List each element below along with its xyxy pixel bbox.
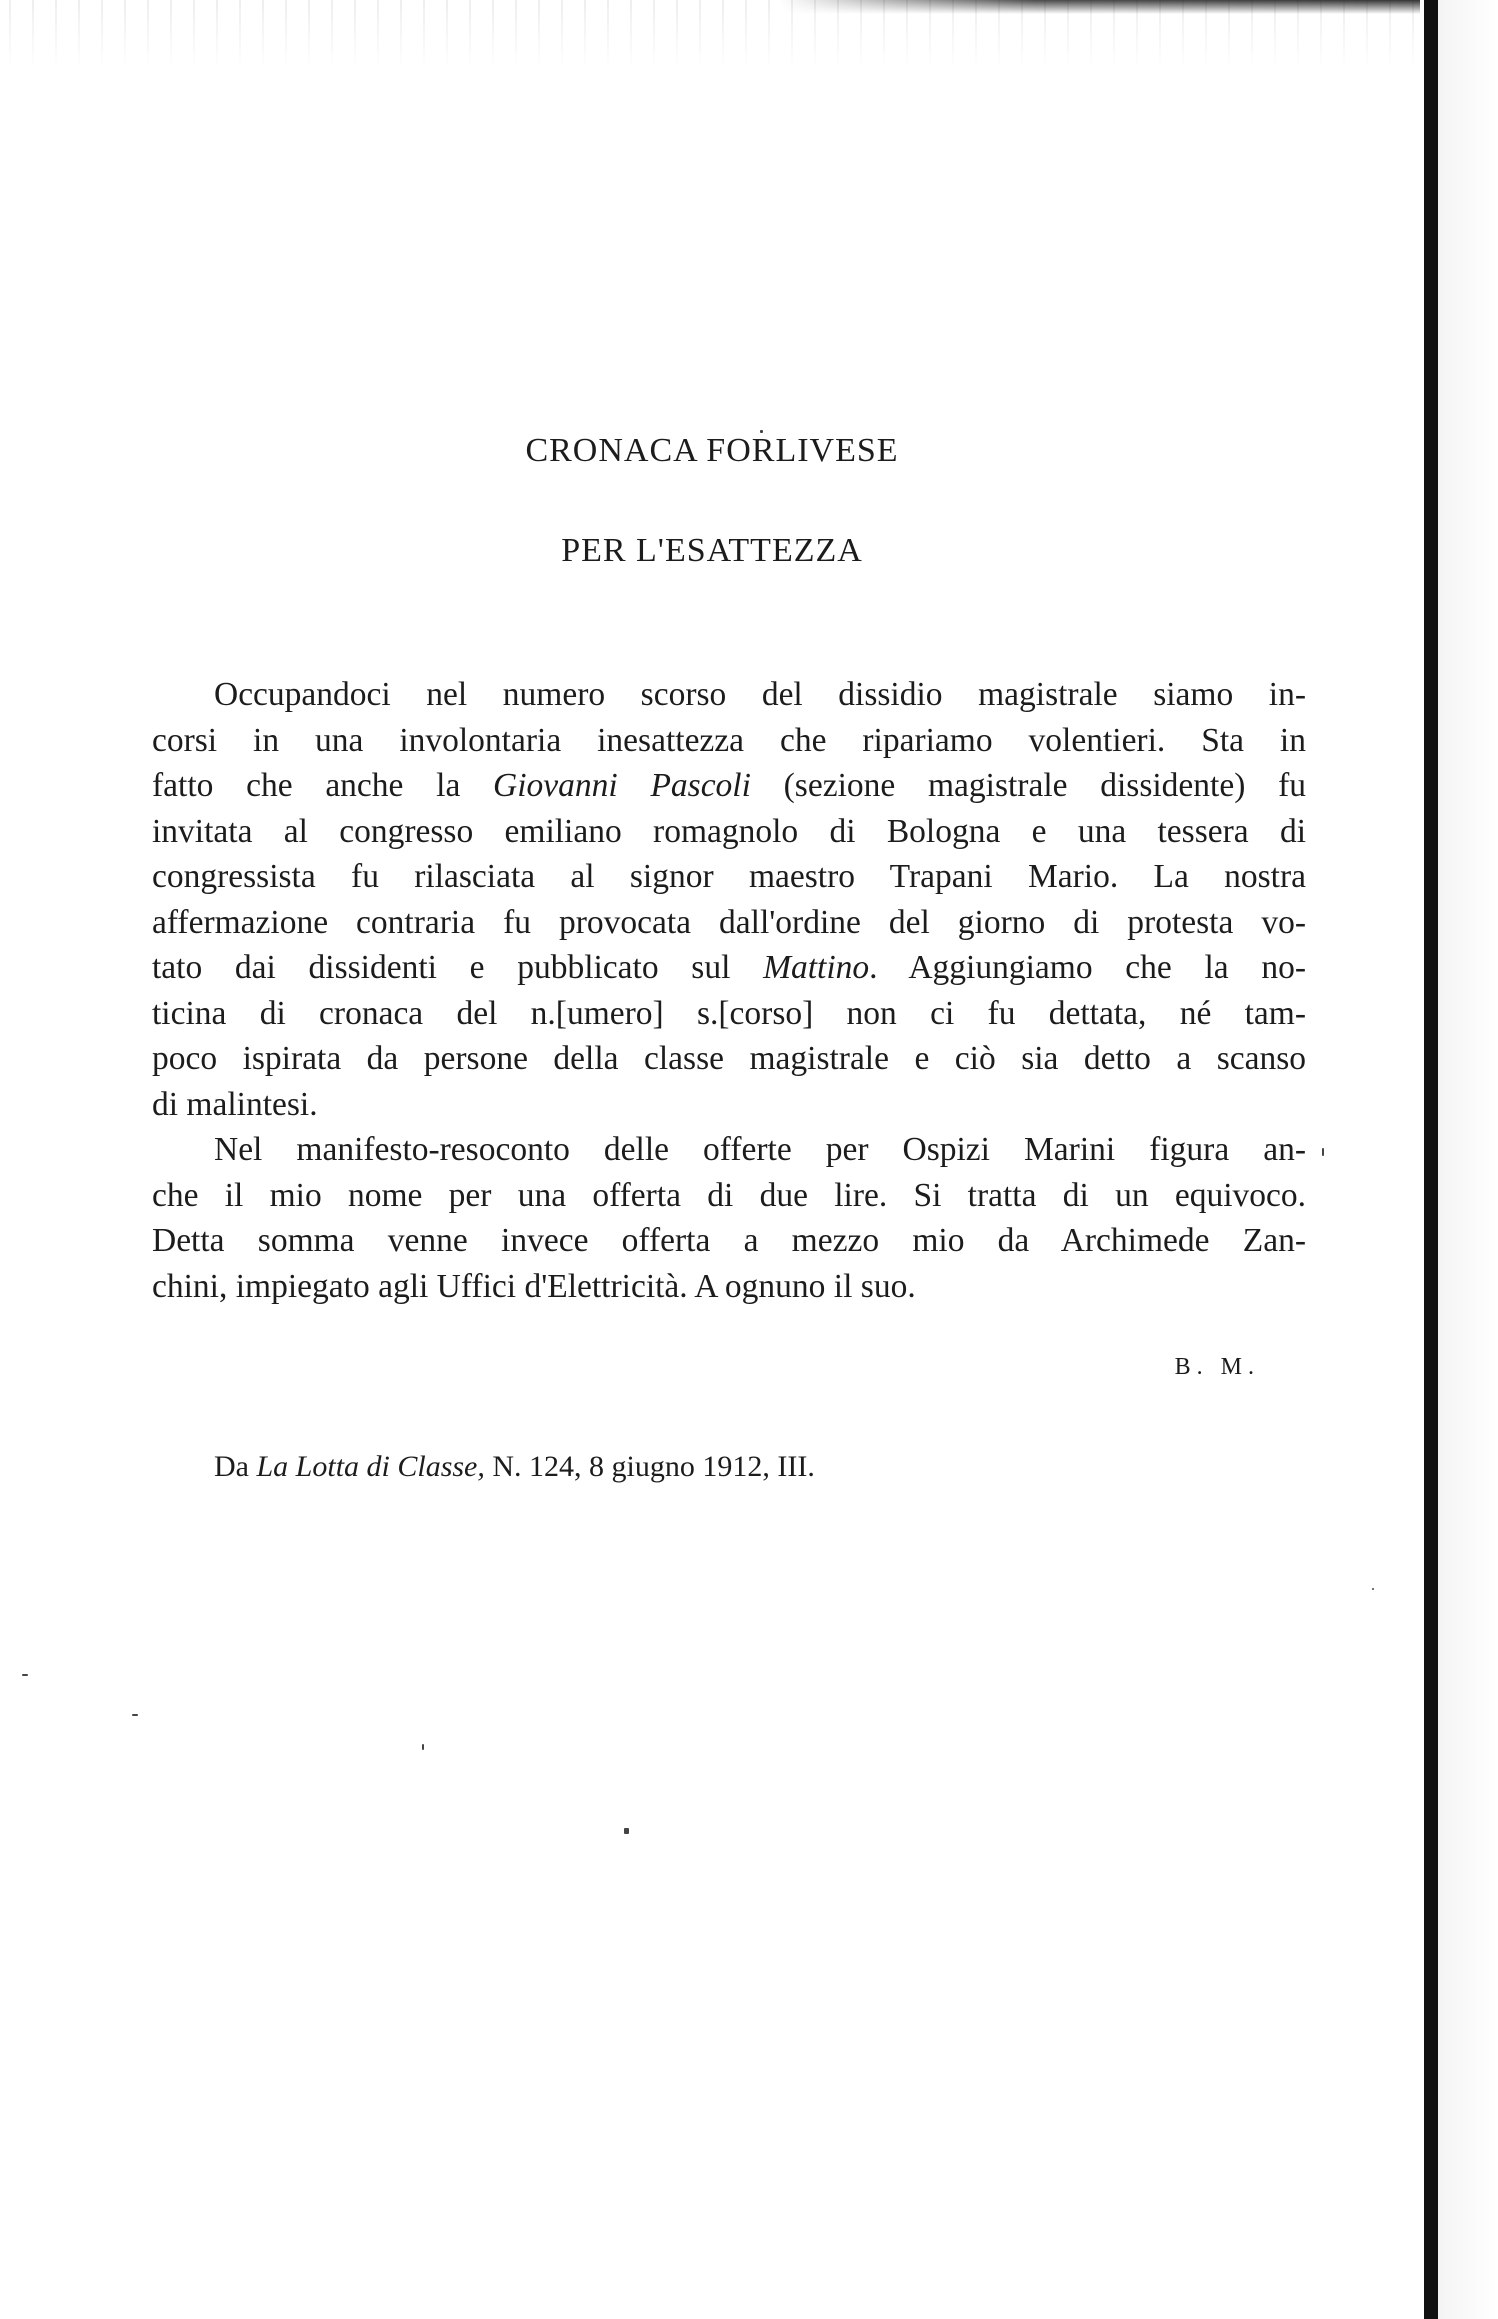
- paragraph-donation: [152, 1127, 1306, 1309]
- text-line: Nel manifesto-resoconto delle offerte per Ospizi Marini figura an-: [214, 1131, 1306, 1168]
- scan-speck: [624, 1828, 629, 1834]
- text-line: ticina di cronaca del n.[umero] s.[corso] non ci fu dettata, né tam-: [152, 994, 1306, 1032]
- text-line: chini, impiegato agli Uffici d'Elettricità. A ognuno il suo.: [152, 1267, 916, 1305]
- paragraph-correction: [152, 672, 1306, 1127]
- source-details: N. 124, 8 giugno 1912, III.: [492, 1450, 815, 1483]
- text-line: Detta somma venne invece offerta a mezzo mio da Archimede Zan-: [152, 1222, 1306, 1259]
- text-line: Occupandoci nel numero scorso del dissidio magistrale siamo in-: [214, 676, 1306, 713]
- article-title: PER L'ESATTEZZA: [561, 532, 863, 569]
- italic-title-giovanni-pascoli: Giovanni Pascoli: [493, 767, 751, 804]
- text-run: . Aggiungiamo che la no-: [869, 949, 1306, 986]
- source-prefix: Da: [214, 1450, 249, 1483]
- italic-title-mattino: Mattino: [763, 949, 870, 986]
- text-line: affermazione contraria fu provocata dall'ordine del giorno di protesta vo-: [152, 903, 1306, 941]
- page-spine-edge: [1424, 0, 1438, 2319]
- source-publication: La Lotta di Classe,: [256, 1450, 485, 1483]
- text-line: invitata al congresso emiliano romagnolo di Bologna e una tessera di: [152, 812, 1306, 850]
- text-line: poco ispirata da persone della classe magistrale e ciò sia detto a scanso: [152, 1040, 1306, 1077]
- scan-speck: [1322, 1148, 1324, 1156]
- text-line: [152, 763, 1306, 809]
- section-title: CRONACA FORLIVESE: [525, 432, 899, 469]
- text-line: corsi in una involontaria inesattezza che ripariamo volentieri. Sta in: [152, 721, 1306, 759]
- text-line: che il mio nome per una offerta di due lire. Si tratta di un equivoco.: [152, 1176, 1306, 1214]
- text-run: (sezione magistrale dissidente) fu: [750, 767, 1306, 804]
- source-citation: [214, 1450, 815, 1484]
- text-run: tato dai dissidenti e pubblicato sul: [152, 949, 764, 986]
- author-initials: B. M.: [1174, 1354, 1260, 1380]
- scan-speck: [22, 1674, 28, 1676]
- text-run: fatto che anche la: [152, 767, 494, 804]
- article-body: [152, 672, 1306, 1309]
- scan-speck: [422, 1744, 424, 1750]
- page-margin-right: [1438, 0, 1498, 2319]
- text-line: di malintesi.: [152, 1085, 318, 1123]
- text-line: congressista fu rilasciata al signor maestro Trapani Mario. La nostra: [152, 858, 1306, 895]
- scan-speck: [1372, 1588, 1374, 1590]
- scan-speck: [132, 1714, 138, 1716]
- scan-edge-top: [780, 0, 1420, 14]
- text-line: [152, 945, 1306, 991]
